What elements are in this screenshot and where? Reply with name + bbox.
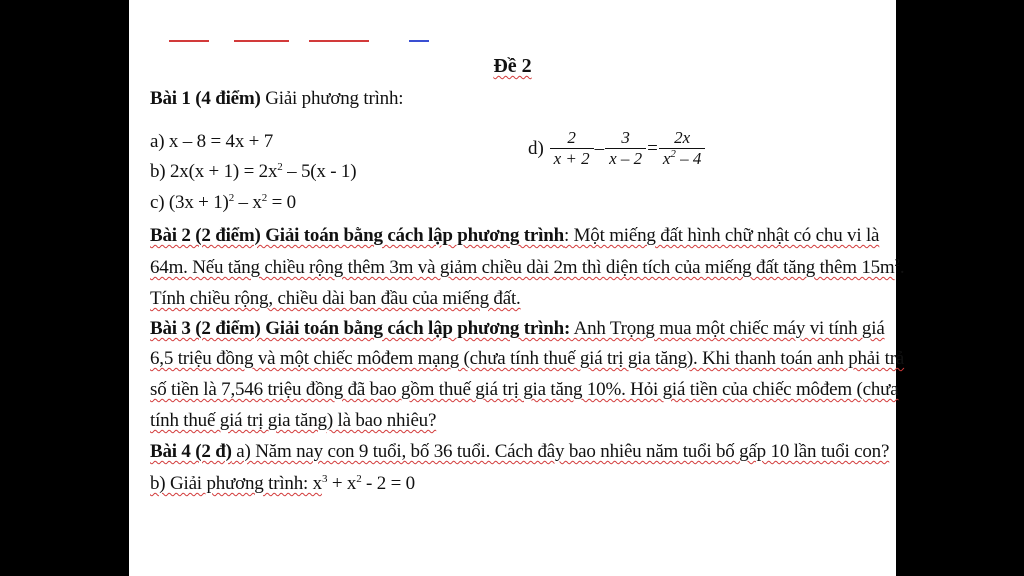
bai2-line-3: Tính chiều rộng, chiều dài ban đầu của miếng đất. <box>150 288 521 309</box>
fraction-2: $\frac{3}{x - 2}$ <box>605 128 646 169</box>
cropped-top-marks <box>159 40 499 48</box>
squiggle-mark <box>409 40 429 42</box>
bai3-line-1: Bài 3 (2 điểm) Giải toán bằng cách lập phương trình: Anh Trọng mua một chiếc máy vi tính giá <box>150 318 885 339</box>
squiggle-mark <box>309 40 369 42</box>
equals-sign: = <box>647 137 658 159</box>
bai2-line-1: Bài 2 (2 điểm) Giải toán bằng cách lập phương trình: Một miếng đất hình chữ nhật có chu vi là <box>150 225 880 246</box>
page-title: Đề 2 <box>493 55 532 77</box>
bai2-heading: Bài 2 (2 điểm) Giải toán bằng cách lập phương trình <box>150 225 564 246</box>
bai1-c: c) $(3x + 1)^2 - x^2 = 0$ <box>150 192 296 213</box>
bai3-line-3: số tiền là 7,546 triệu đồng đã bao gồm thuế giá trị gia tăng 10%. Hỏi giá tiền của chiếc môđem (chưa <box>150 379 899 400</box>
fraction-3: $\frac{2x}{x^2 - 4}$ <box>659 128 706 169</box>
bai1-b: b) $2x(x + 1) = 2x^2 - 5(x - 1)$ <box>150 161 357 182</box>
bai1-heading: Bài 1 (4 điểm) <box>150 88 261 109</box>
bai3-line-2: 6,5 triệu đồng và một chiếc môđem mạng (chưa tính thuế giá trị gia tăng). Khi thanh toán anh phải trả <box>150 348 905 369</box>
bai1-heading-line <box>150 88 403 110</box>
bai1-d-label: d) <box>528 137 544 159</box>
bai4-line-1: Bài 4 (2 đ) a) Năm nay con 9 tuổi, bố 36 tuổi. Cách đây bao nhiêu năm tuổi bố gấp 10 lần tuổi con? <box>150 441 890 462</box>
bai4-line-2: b) Giải phương trình: $x^3 + x^2 - 2 = 0$ <box>150 473 415 494</box>
squiggle-mark <box>169 40 209 42</box>
document-page <box>129 0 905 576</box>
fraction-1: $\frac{2}{x + 2}$ <box>550 128 594 169</box>
minus-sign: – <box>594 137 605 159</box>
bai1-a: a) x – 8 = 4x + 7 <box>150 131 274 152</box>
bai4-heading: Bài 4 (2 đ) <box>150 441 232 462</box>
bai3-heading: Bài 3 (2 điểm) Giải toán bằng cách lập phương trình: <box>150 318 571 339</box>
bai2-line-2: 64m. Nếu tăng chiều rộng thêm 3m và giảm chiều dài 2m thì diện tích của miếng đất tăng thêm $15m^2$. <box>150 257 905 278</box>
squiggle-mark <box>234 40 289 42</box>
bai1-text: Giải phương trình: <box>260 88 404 109</box>
bai1-d-equation <box>527 128 705 169</box>
bai3-line-4: tính thuế giá trị gia tăng) là bao nhiêu? <box>150 410 437 431</box>
